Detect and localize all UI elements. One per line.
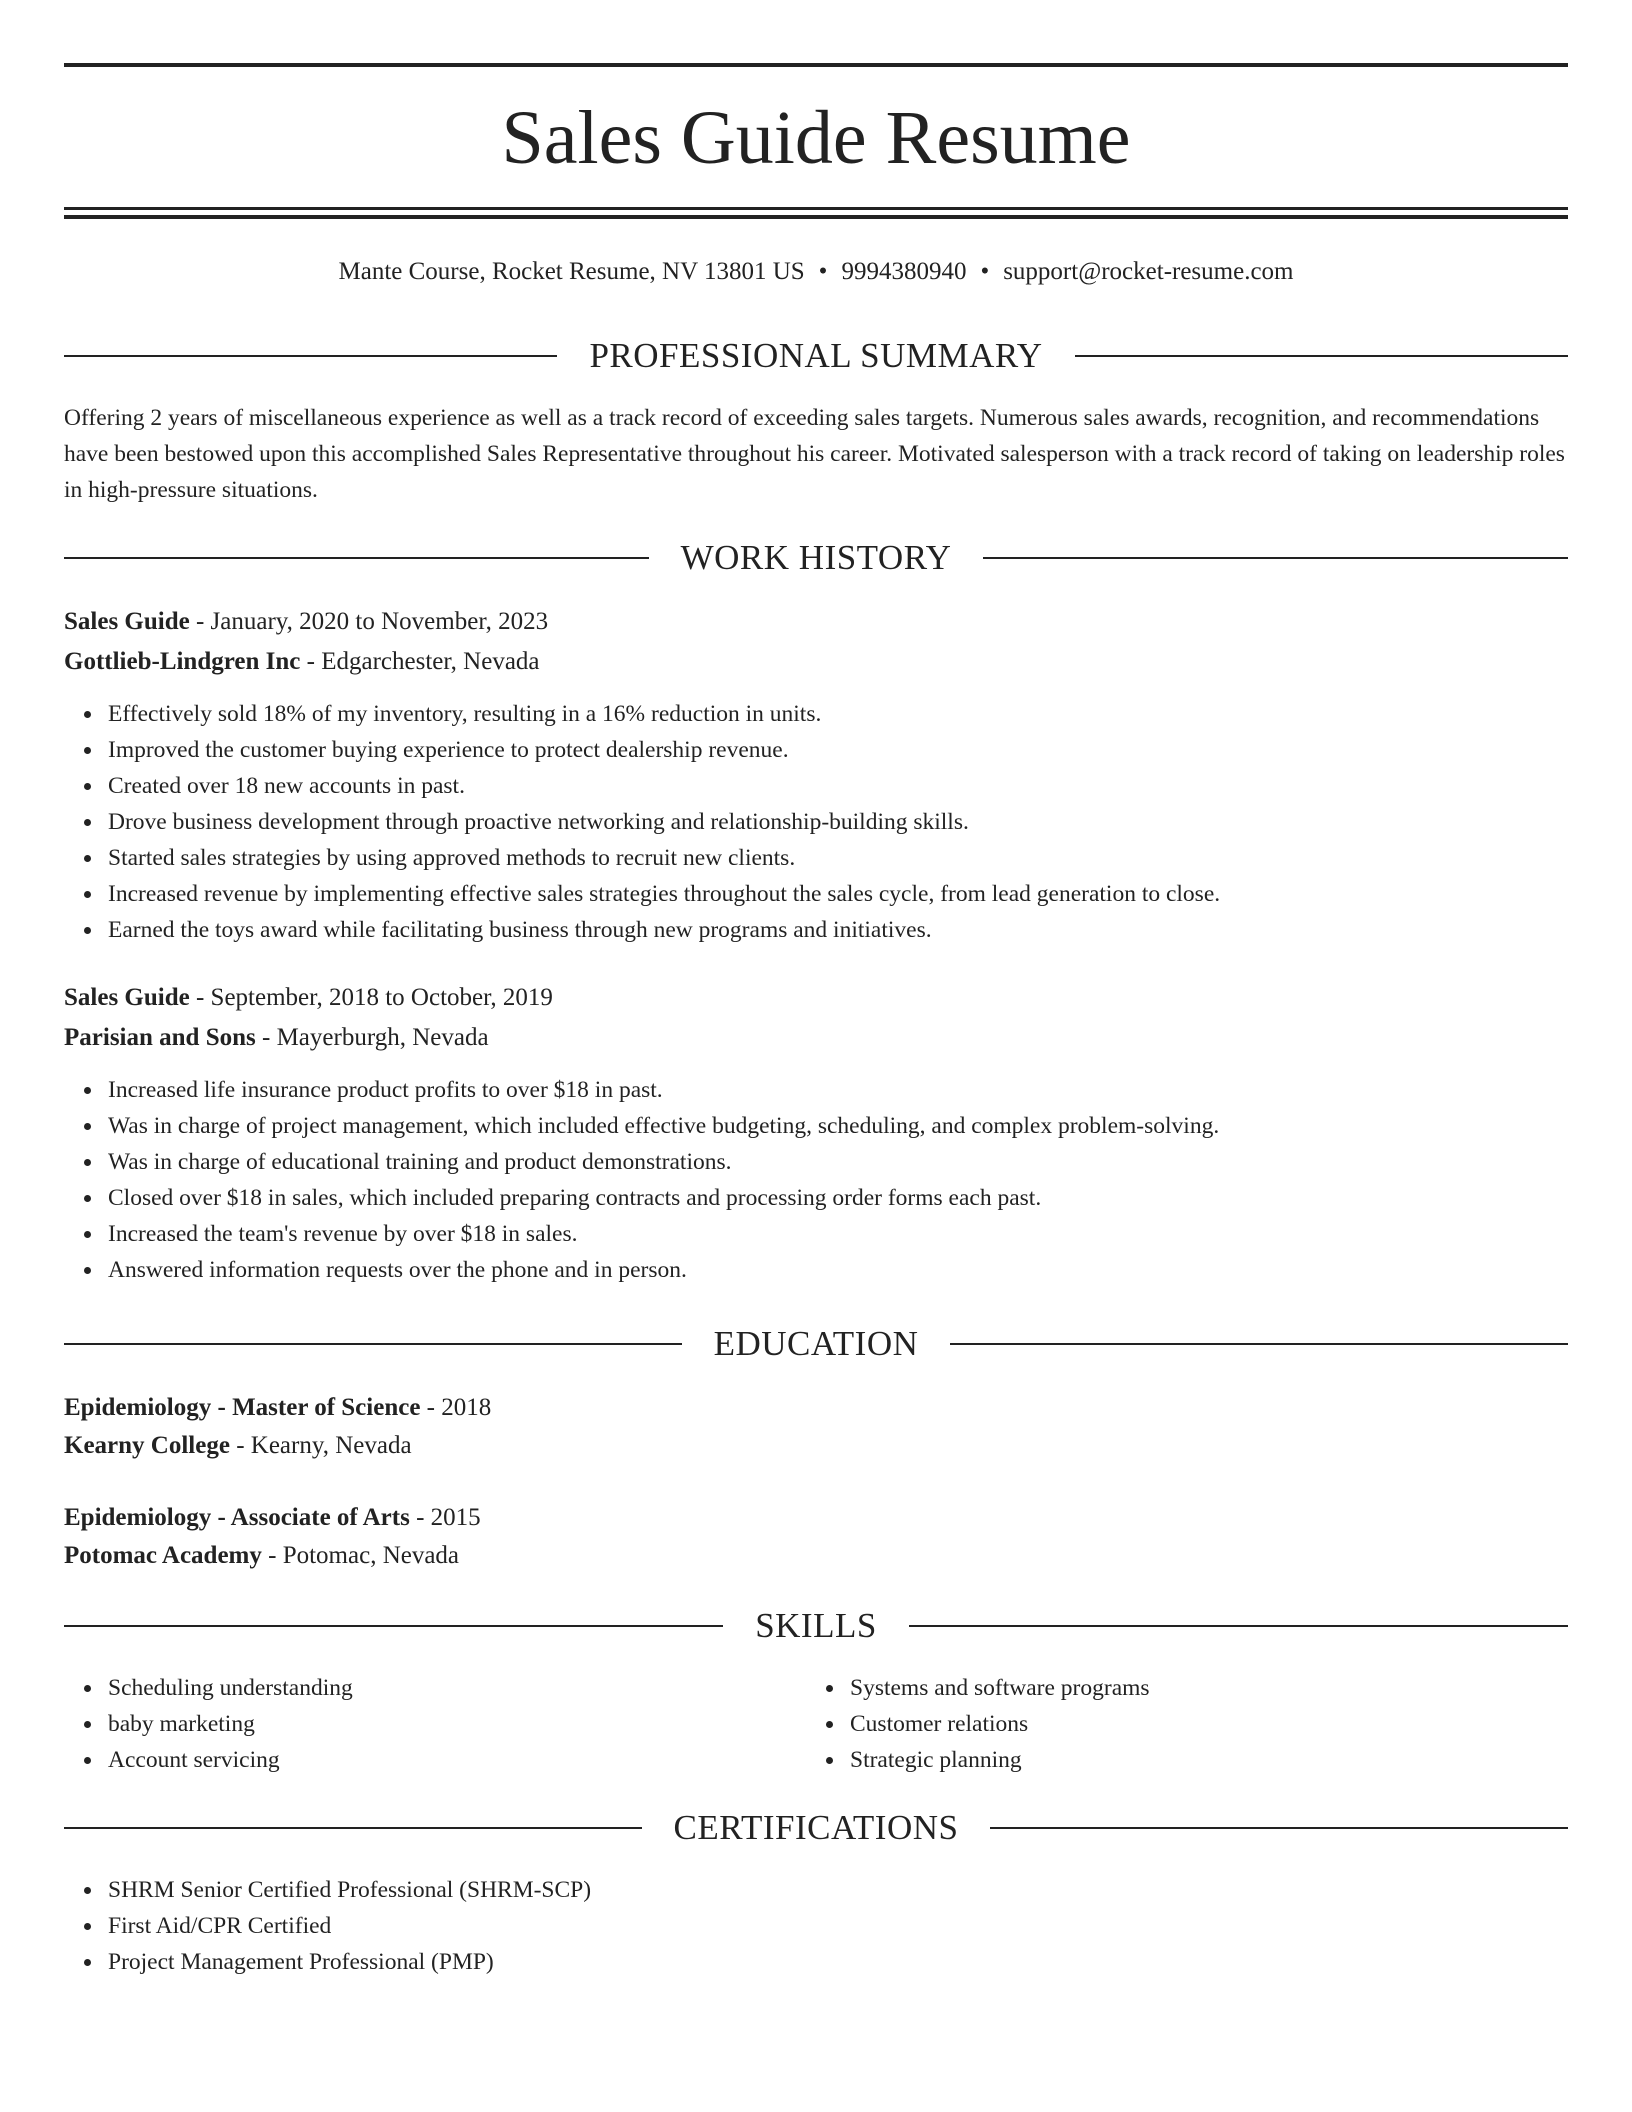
skills-list-right — [806, 1670, 1150, 1778]
list-item: Closed over $18 in sales, which included preparing contracts and processing order forms each past. — [108, 1180, 1219, 1216]
list-item: Effectively sold 18% of my inventory, resulting in a 16% reduction in units. — [108, 696, 1220, 732]
contact-phone: 9994380940 — [841, 258, 967, 285]
certification-item: Project Management Professional (PMP) — [108, 1944, 591, 1980]
heading-rule — [990, 1827, 1568, 1829]
education-degree-line — [64, 1388, 1568, 1428]
education-location: - Potomac, Nevada — [261, 1542, 460, 1569]
job-title-line — [64, 602, 1568, 642]
skill-item: Scheduling understanding — [108, 1670, 353, 1706]
list-item: Increased revenue by implementing effective sales strategies throughout the sales cycle, from lead generation to close. — [108, 876, 1220, 912]
section-title: SKILLS — [755, 1606, 877, 1645]
list-item: Was in charge of project management, which included effective budgeting, scheduling, and complex problem-solving. — [108, 1108, 1219, 1144]
heading-rule — [983, 557, 1568, 559]
education-school-line — [64, 1536, 1568, 1576]
heading-rule — [950, 1343, 1568, 1345]
list-item: Earned the toys award while facilitating business through new programs and initiatives. — [108, 912, 1220, 948]
heading-rule — [64, 557, 649, 559]
certification-item: SHRM Senior Certified Professional (SHRM-SCP) — [108, 1872, 591, 1908]
job-bullets — [64, 696, 1220, 948]
education-degree-line — [64, 1498, 1568, 1538]
education-year: - 2015 — [409, 1504, 481, 1531]
skill-item: Strategic planning — [850, 1742, 1150, 1778]
education-school-line — [64, 1426, 1568, 1466]
education-school: Kearny College — [64, 1432, 230, 1459]
heading-rule — [64, 1625, 723, 1627]
list-item: Improved the customer buying experience to protect dealership revenue. — [108, 732, 1220, 768]
contact-email: support@rocket-resume.com — [1003, 258, 1294, 285]
list-item: Created over 18 new accounts in past. — [108, 768, 1220, 804]
job-title: Sales Guide — [64, 608, 190, 635]
job-location: - Mayerburgh, Nevada — [255, 1024, 489, 1051]
header-top-rule — [64, 63, 1568, 67]
list-item: Started sales strategies by using approved methods to recruit new clients. — [108, 840, 1220, 876]
list-item: Was in charge of educational training and product demonstrations. — [108, 1144, 1219, 1180]
section-heading-education — [64, 1324, 1568, 1364]
contact-separator: • — [818, 258, 828, 285]
job-location: - Edgarchester, Nevada — [300, 648, 540, 675]
resume-title: Sales Guide Resume — [501, 96, 1131, 180]
heading-rule — [64, 1343, 682, 1345]
skill-item: baby marketing — [108, 1706, 353, 1742]
job-title: Sales Guide — [64, 984, 190, 1011]
section-heading-work-history — [64, 538, 1568, 578]
education-school: Potomac Academy — [64, 1542, 262, 1569]
job-dates: - September, 2018 to October, 2019 — [189, 984, 553, 1011]
job-bullets — [64, 1072, 1219, 1288]
job-title-line — [64, 978, 1568, 1018]
education-location: - Kearny, Nevada — [229, 1432, 412, 1459]
section-title: CERTIFICATIONS — [673, 1808, 959, 1847]
contact-separator: • — [980, 258, 990, 285]
section-heading-certifications — [64, 1808, 1568, 1848]
job-company: Parisian and Sons — [64, 1024, 256, 1051]
education-degree: Epidemiology - Associate of Arts — [64, 1504, 410, 1531]
skill-item: Systems and software programs — [850, 1670, 1150, 1706]
education-degree: Epidemiology - Master of Science — [64, 1394, 421, 1421]
section-title: PROFESSIONAL SUMMARY — [589, 336, 1043, 375]
contact-address: Mante Course, Rocket Resume, NV 13801 US — [338, 258, 805, 285]
skill-item: Customer relations — [850, 1706, 1150, 1742]
education-year: - 2018 — [420, 1394, 492, 1421]
section-heading-summary — [64, 336, 1568, 376]
job-company-line — [64, 1018, 1568, 1058]
contact-line — [64, 252, 1568, 292]
job-dates: - January, 2020 to November, 2023 — [189, 608, 549, 635]
list-item: Increased the team's revenue by over $18 in sales. — [108, 1216, 1219, 1252]
summary-text: Offering 2 years of miscellaneous experience as well as a track record of exceeding sales targets. Numerous sales awards, recognition, and recommendations have been bestowed upon this accomplished Sales Representative throughout his career. Motivated salesperson with a track record of taking on leadership roles in high-pressure situations. — [64, 405, 1565, 503]
certification-item: First Aid/CPR Certified — [108, 1908, 591, 1944]
header-double-rule-upper — [64, 207, 1568, 210]
heading-rule — [64, 355, 557, 357]
list-item: Increased life insurance product profits to over $18 in past. — [108, 1072, 1219, 1108]
section-title: EDUCATION — [713, 1324, 919, 1363]
heading-rule — [909, 1625, 1568, 1627]
section-heading-skills — [64, 1606, 1568, 1646]
list-item: Drove business development through proactive networking and relationship-building skills. — [108, 804, 1220, 840]
heading-rule — [64, 1827, 642, 1829]
heading-rule — [1075, 355, 1568, 357]
list-item: Answered information requests over the phone and in person. — [108, 1252, 1219, 1288]
skills-list-left — [64, 1670, 353, 1778]
job-company: Gottlieb-Lindgren Inc — [64, 648, 301, 675]
skill-item: Account servicing — [108, 1742, 353, 1778]
certifications-list — [64, 1872, 591, 1980]
job-company-line — [64, 642, 1568, 682]
header-double-rule-lower — [64, 215, 1568, 219]
section-title: WORK HISTORY — [680, 538, 952, 577]
